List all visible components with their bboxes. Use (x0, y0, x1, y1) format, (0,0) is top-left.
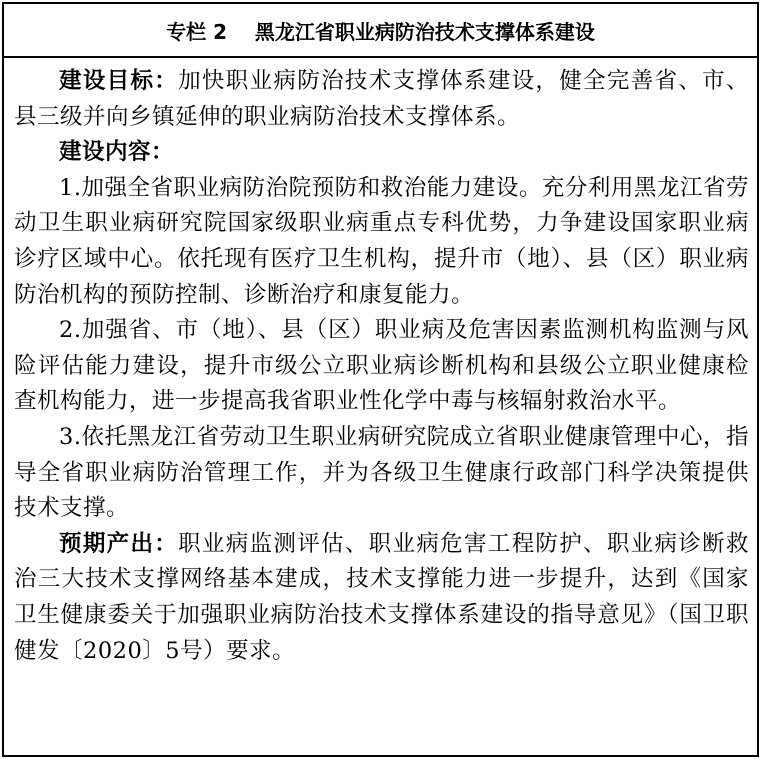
column-title: 专栏 2 黑龙江省职业病防治技术支撑体系建设 (4, 4, 757, 58)
content-item-1: 1.加强全省职业病防治院预防和救治能力建设。充分利用黑龙江省劳动卫生职业病研究院国家级职业病重点专科优势，力争建设国家职业病诊疗区域中心。依托现有医疗卫生机构，提升市（地）、县（区）职业病防治机构的预防控制、诊断治疗和康复能力。 (14, 174, 749, 308)
goal-label: 建设目标： (59, 68, 179, 94)
output-paragraph (14, 527, 749, 669)
content-label-paragraph (14, 135, 749, 171)
content-item-3: 3.依托黑龙江省劳动卫生职业病研究院成立省职业健康管理中心，指导全省职业病防治管理工作，并为各级卫生健康行政部门科学决策提供技术支撑。 (14, 423, 749, 522)
goal-paragraph (14, 64, 749, 135)
column-box (2, 2, 759, 757)
content-item-2: 2.加强省、市（地）、县（区）职业病及危害因素监测机构监测与风险评估能力建设，提升市级公立职业病诊断机构和县级公立职业健康检查机构能力，进一步提高我省职业性化学中毒与核辐射救治水平。 (14, 317, 749, 415)
column-content (4, 58, 757, 669)
goal-text: 加快职业病防治技术支撑体系建设，健全完善省、市、县三级并向乡镇延伸的职业病防治技术支撑体系。 (14, 68, 749, 130)
output-label: 预期产出： (59, 530, 179, 557)
output-text: 职业病监测评估、职业病危害工程防护、职业病诊断救治三大技术支撑网络基本建成，技术支撑能力进一步提升，达到《国家卫生健康委关于加强职业病防治技术支撑体系建设的指导意见》（国卫职健发〔2020〕5号）要求。 (14, 530, 749, 664)
content-label: 建设内容： (59, 139, 175, 166)
